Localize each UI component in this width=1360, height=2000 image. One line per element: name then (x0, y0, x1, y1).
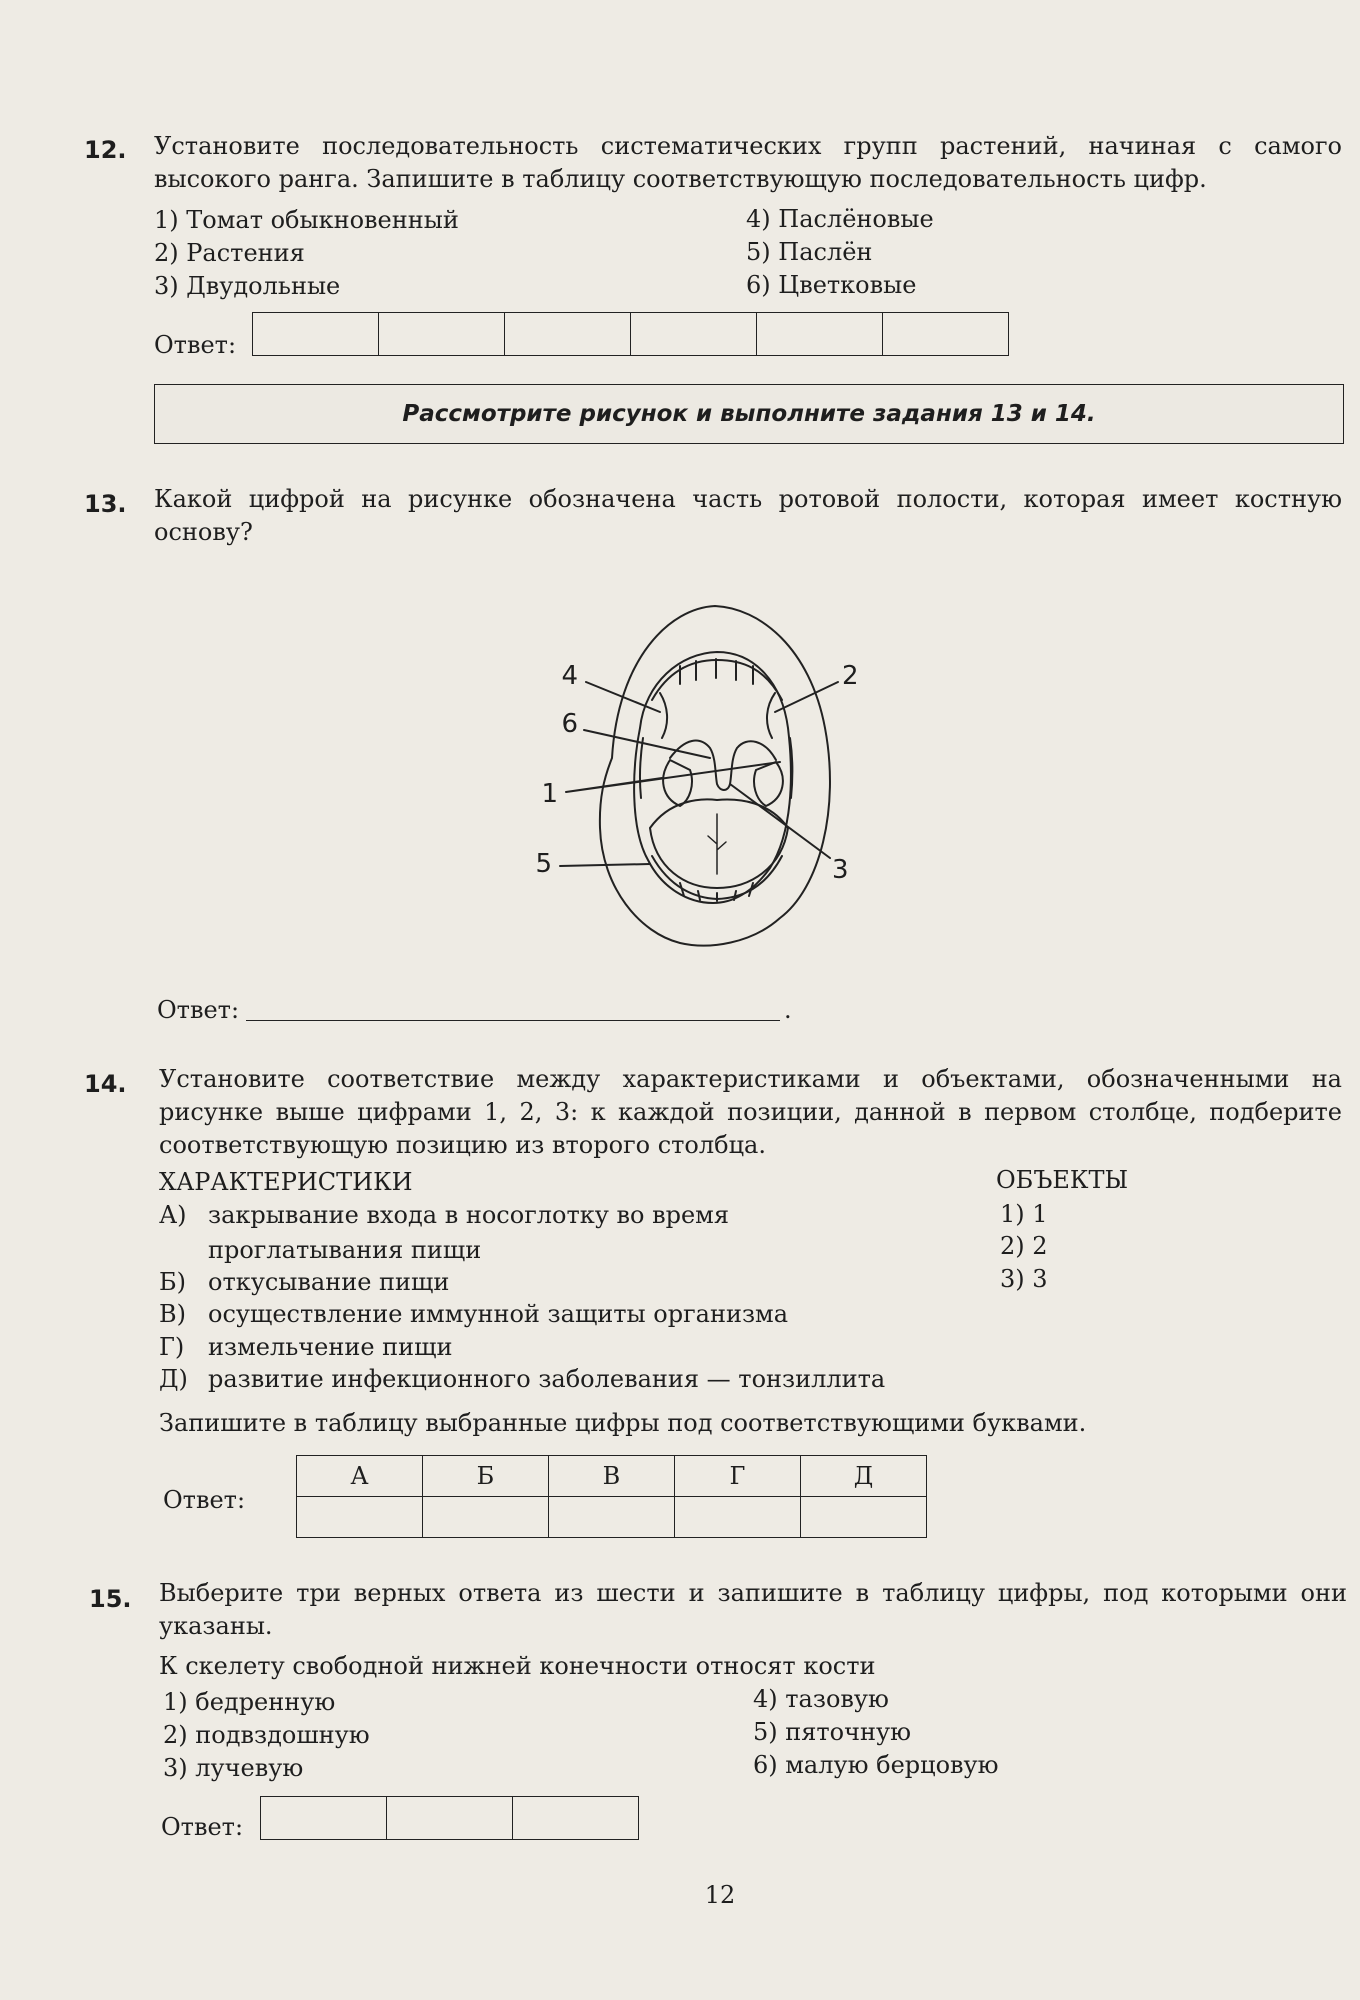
question-12-text: Установите последовательность систематических групп растений, начиная с самого высокого ранга. Запишите в таблицу соответствующую последовательность цифр. (154, 132, 1342, 193)
question-13-text: Какой цифрой на рисунке обозначена часть ротовой полости, которая имеет костную основу? (154, 485, 1342, 546)
q14-answer-table (296, 1455, 927, 1538)
leader-line-2 (775, 682, 838, 712)
q12-answer-cell-3[interactable] (505, 313, 631, 355)
q14-header-a: А (297, 1456, 423, 1497)
q15-answer-grid[interactable] (260, 1796, 639, 1840)
figure-label-6: 6 (561, 709, 578, 739)
figure-label-2: 2 (842, 661, 859, 691)
page-number: 12 (704, 1881, 736, 1909)
q14-char-v-text: осуществление иммунной защиты организма (208, 1300, 789, 1328)
q12-answer-cell-6[interactable] (883, 313, 1008, 355)
q14-object-1: 1) 1 (1000, 1200, 1048, 1228)
q12-option-3: 3) Двудольные (154, 272, 341, 300)
q14-answer-cell-d[interactable] (801, 1497, 927, 1538)
figure-label-4: 4 (561, 661, 578, 691)
q15-answer-cell-1[interactable] (261, 1797, 387, 1839)
q14-answer-cell-g[interactable] (675, 1497, 801, 1538)
q15-option-3: 3) лучевую (163, 1754, 304, 1782)
q12-option-4: 4) Паслёновые (746, 205, 934, 233)
q14-header-g: Г (675, 1456, 801, 1497)
q15-answer-cell-3[interactable] (513, 1797, 638, 1839)
q12-answer-cell-4[interactable] (631, 313, 757, 355)
q14-answer-cell-b[interactable] (423, 1497, 549, 1538)
q13-answer-label: Ответ: (157, 996, 240, 1024)
q12-answer-cell-2[interactable] (379, 313, 505, 355)
q14-char-b-text: откусывание пищи (208, 1268, 450, 1296)
q14-char-b-letter: Б) (159, 1268, 186, 1296)
question-14-text: Установите соответствие между характеристиками и объектами, обозначенными на рисунке выше цифрами 1, 2, 3: к каждой позиции, данной в первом столбце, подберите соответствующую позицию из второго столбца. (159, 1065, 1342, 1159)
q14-instruction: Запишите в таблицу выбранные цифры под соответствующими буквами. (159, 1409, 1087, 1437)
q14-object-2: 2) 2 (1000, 1232, 1048, 1260)
question-15-text: Выберите три верных ответа из шести и запишите в таблицу цифры, под которыми они указаны. (159, 1579, 1347, 1640)
q14-answer-cell-v[interactable] (549, 1497, 675, 1538)
q15-option-6: 6) малую берцовую (753, 1751, 999, 1779)
q12-answer-label: Ответ: (154, 331, 237, 359)
q14-answer-cell-a[interactable] (297, 1497, 423, 1538)
q13-answer-line[interactable] (246, 1020, 780, 1021)
q14-header-d: Д (801, 1456, 927, 1497)
q13-answer-period: . (784, 996, 792, 1024)
leader-line-5 (560, 864, 650, 866)
question-12-number: 12. (84, 136, 127, 164)
q14-header-v: В (549, 1456, 675, 1497)
q14-char-d-text: развитие инфекционного заболевания — тонзиллита (208, 1365, 886, 1393)
q14-header-b: Б (423, 1456, 549, 1497)
q14-col2-header: ОБЪЕКТЫ (996, 1166, 1129, 1194)
leader-line-1 (566, 762, 780, 792)
q15-answer-label: Ответ: (161, 1813, 244, 1841)
question-13-number: 13. (84, 490, 127, 518)
q14-char-g-letter: Г) (159, 1333, 185, 1361)
q12-answer-cell-1[interactable] (253, 313, 379, 355)
q12-answer-cell-5[interactable] (757, 313, 883, 355)
mouth-figure (520, 588, 900, 956)
q14-answer-label: Ответ: (163, 1486, 246, 1514)
q14-char-a-text: закрывание входа в носоглотку во время (208, 1201, 729, 1229)
tonsil-right (754, 762, 783, 806)
q15-answer-cell-2[interactable] (387, 1797, 513, 1839)
q12-option-2: 2) Растения (154, 239, 305, 267)
tonsil-left (663, 760, 692, 806)
q12-option-6: 6) Цветковые (746, 271, 917, 299)
q14-char-a-letter: А) (159, 1201, 187, 1229)
q14-char-v-letter: В) (159, 1300, 186, 1328)
q14-char-a-text-cont: проглатывания пищи (208, 1236, 482, 1264)
q15-option-5: 5) пяточную (753, 1718, 912, 1746)
q14-char-d-letter: Д) (159, 1365, 188, 1393)
leader-line-6 (584, 730, 710, 758)
q12-option-5: 5) Паслён (746, 238, 873, 266)
figure-label-1: 1 (541, 779, 558, 809)
q14-col1-header: ХАРАКТЕРИСТИКИ (159, 1168, 413, 1196)
q12-option-1: 1) Томат обыкновенный (154, 206, 459, 234)
q12-answer-grid[interactable] (252, 312, 1009, 356)
q15-option-4: 4) тазовую (753, 1685, 889, 1713)
q14-char-g-text: измельчение пищи (208, 1333, 453, 1361)
q15-prompt: К скелету свободной нижней конечности относят кости (159, 1652, 876, 1680)
figure-label-5: 5 (535, 849, 552, 879)
q15-option-2: 2) подвздошную (163, 1721, 370, 1749)
figure-label-3: 3 (832, 855, 849, 885)
q14-object-3: 3) 3 (1000, 1265, 1048, 1293)
question-14-number: 14. (84, 1070, 127, 1098)
question-15-number: 15. (89, 1585, 132, 1613)
instruction-banner: Рассмотрите рисунок и выполните задания 13 и 14. (154, 384, 1344, 444)
q15-option-1: 1) бедренную (163, 1688, 336, 1716)
